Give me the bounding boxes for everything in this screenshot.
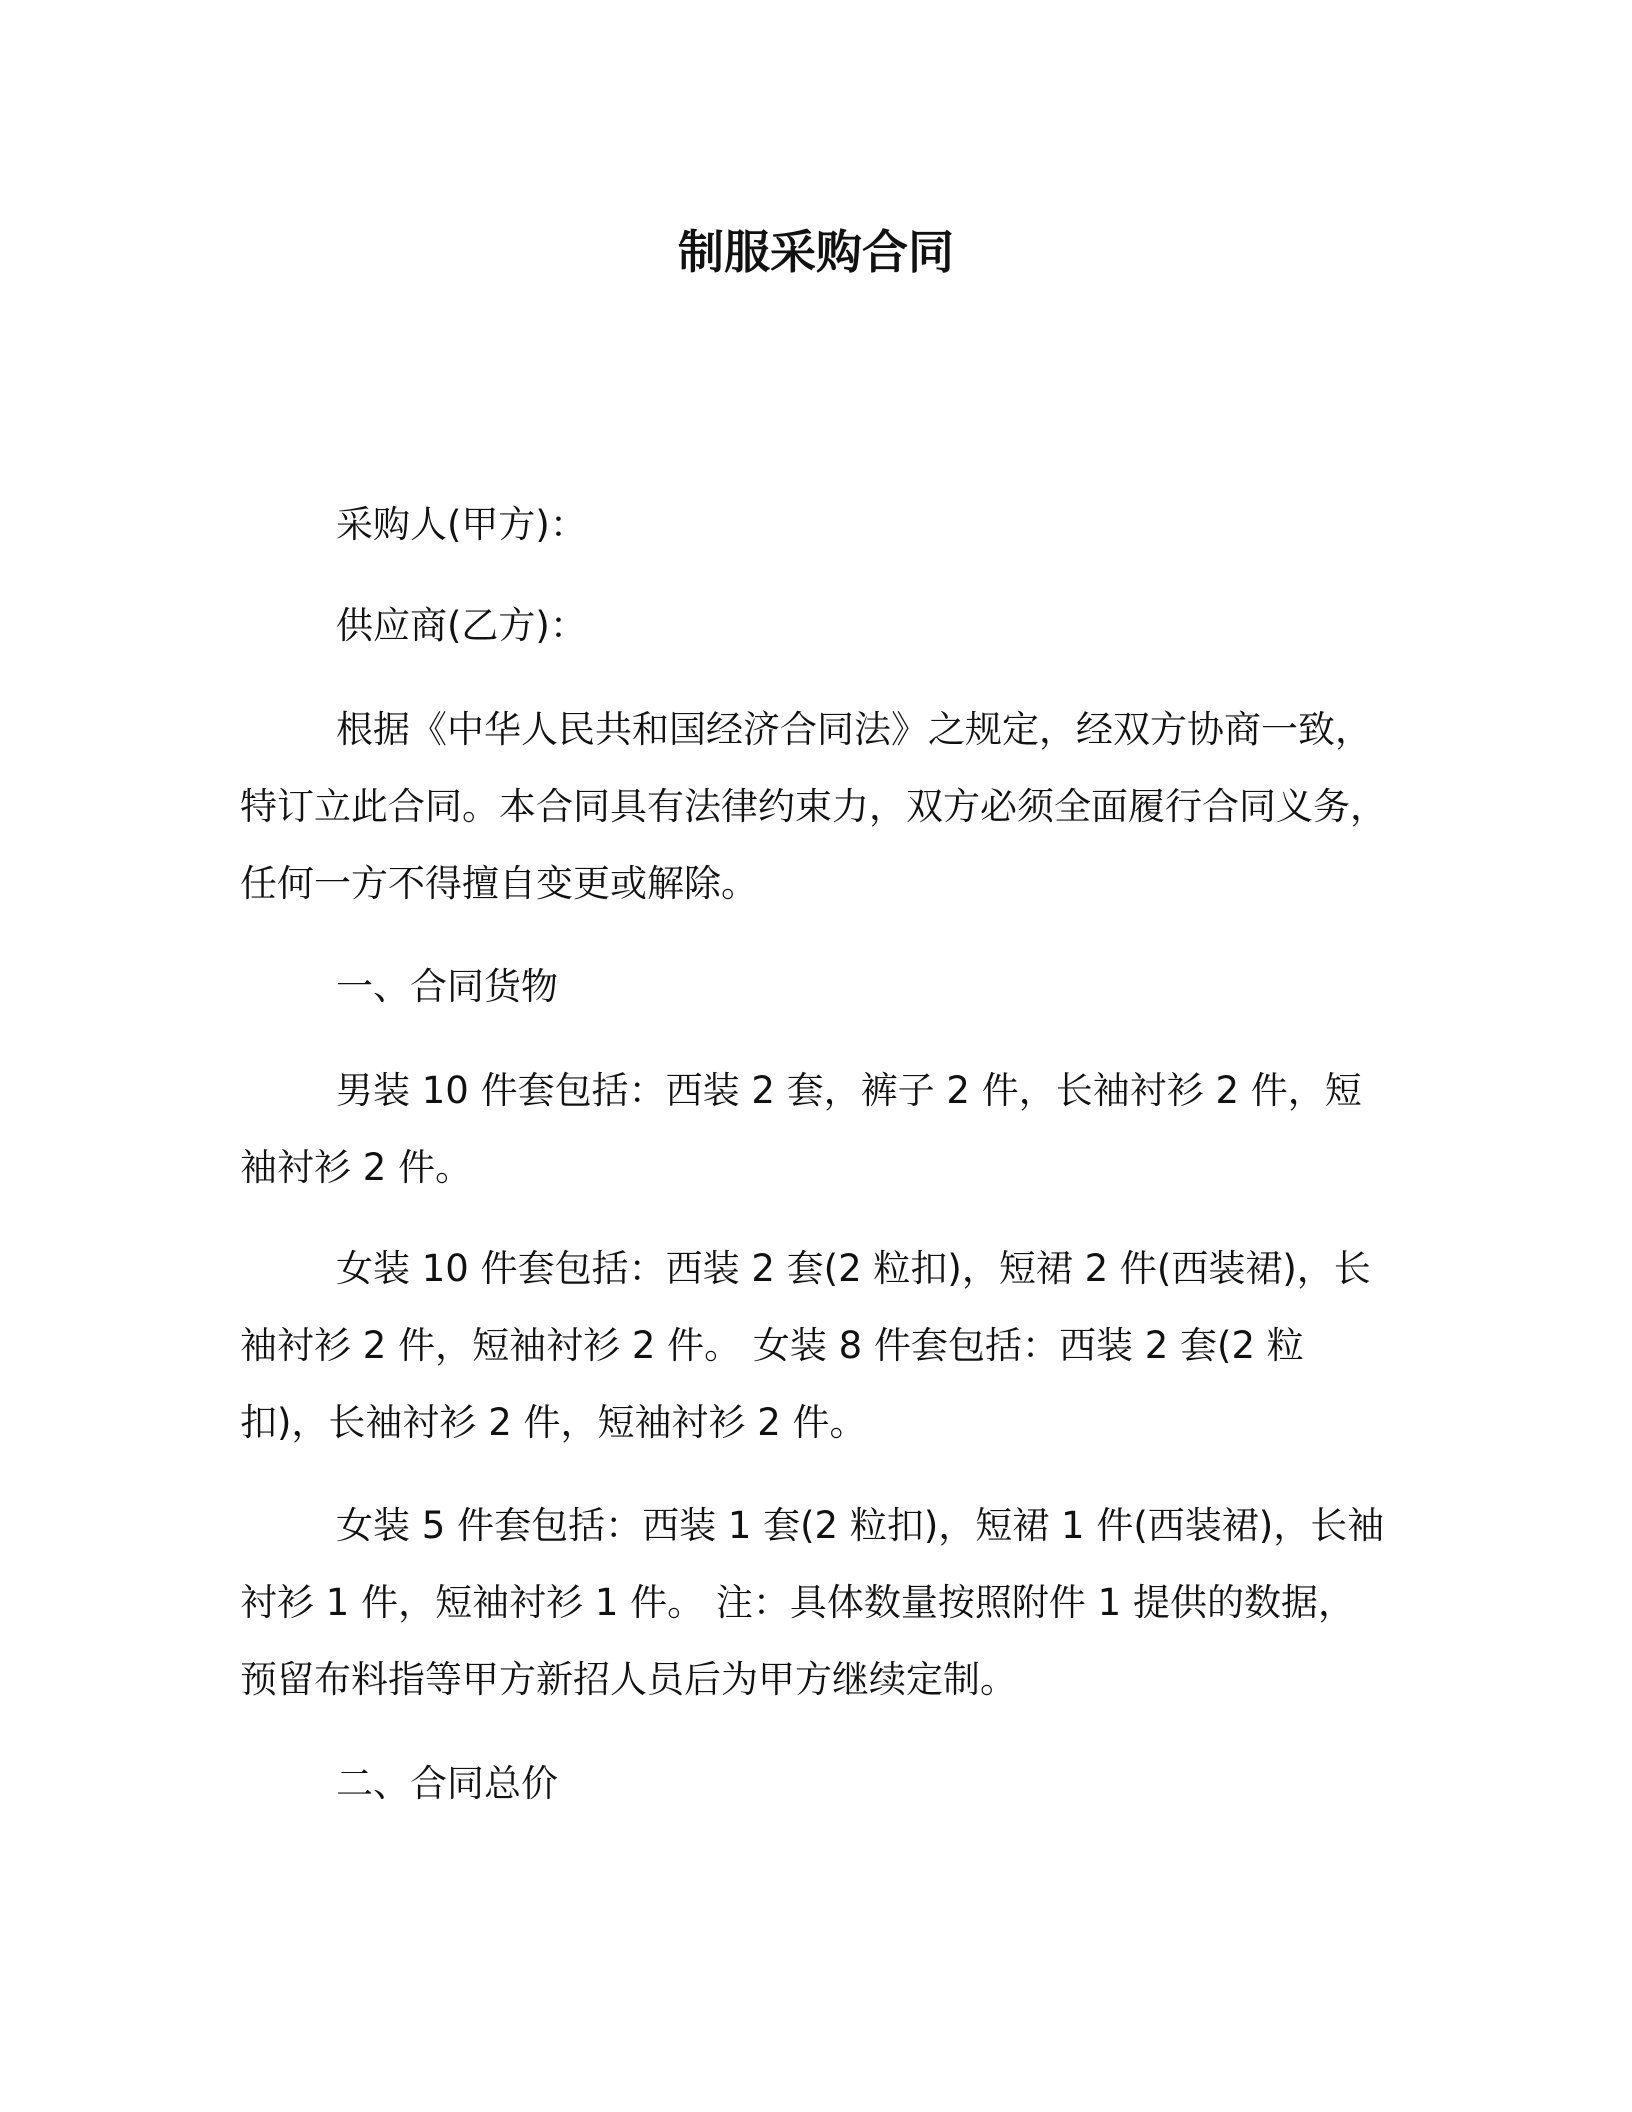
- women-sets-paragraph: 女装 10 件套包括：西装 2 套(2 粒扣)，短裙 2 件(西装裙)，长袖衬衫 2 件，短袖衬衫 2 件。 女装 8 件套包括：西装 2 套(2 粒扣)，长袖衬衫 2 件，短袖衬衫 2 件。: [240, 1247, 1371, 1444]
- party-a-line: 采购人(甲方)：: [336, 503, 587, 546]
- men-set-paragraph: 男装 10 件套包括：西装 2 套，裤子 2 件，长袖衬衫 2 件，短袖衬衫 2 件。: [240, 1069, 1362, 1189]
- women-5-set-paragraph: 女装 5 件套包括：西装 1 套(2 粒扣)，短裙 1 件(西装裙)，长袖衬衫 1 件，短袖衬衫 1 件。 注：具体数量按照附件 1 提供的数据，预留布料指等甲方新招人员后为甲方继续定制。: [240, 1504, 1385, 1701]
- intro-paragraph: 根据《中华人民共和国经济合同法》之规定，经双方协商一致，特订立此合同。本合同具有法律约束力，双方必须全面履行合同义务，任何一方不得擅自变更或解除。: [240, 708, 1387, 905]
- section-heading-goods: 一、合同货物: [336, 965, 558, 1008]
- document-title: 制服采购合同: [678, 225, 954, 279]
- party-b-line: 供应商(乙方)：: [336, 604, 587, 647]
- section-heading-total-price: 二、合同总价: [336, 1762, 558, 1805]
